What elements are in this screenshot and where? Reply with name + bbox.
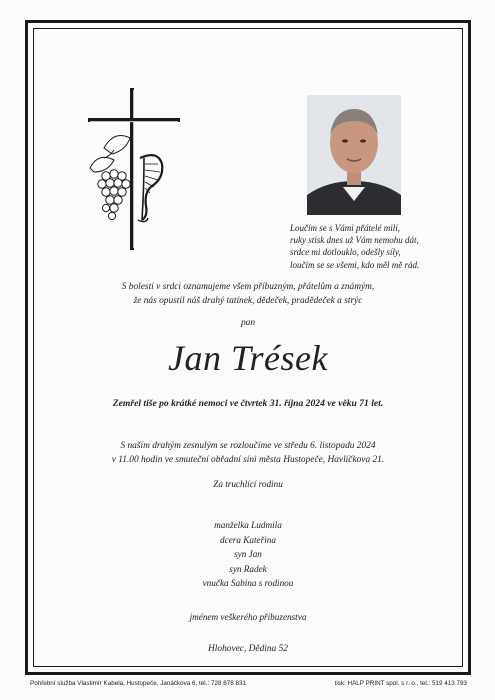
cross-grapes-harp-icon [84, 88, 184, 253]
deceased-name: Jan Trések [168, 338, 328, 378]
honorific: pan [240, 318, 256, 328]
verse-line: ruky stisk dnes už Vám nemohu dát, [290, 235, 419, 246]
verse-line: loučím se se všemi, kdo měl mě rád. [290, 259, 420, 270]
address-line: Hlohovec, Dědina 52 [208, 644, 288, 654]
intro-line: S bolestí v srdci oznamujeme všem příbuzným, přátelům a známým, [121, 282, 375, 292]
mourner-item: dcera Kateřina [220, 534, 276, 545]
verse-line: srdce mi dotlouklo, odešly síly, [290, 247, 401, 258]
death-notice: Zemřel tiše po krátké nemoci ve čtvrtek 31. října 2024 ve věku 71 let. [112, 398, 384, 409]
deceased-portrait-photo [307, 95, 401, 215]
funeral-details [33, 439, 463, 467]
verse-line: Loučím se s Vámi přátelé milí, [290, 223, 400, 233]
announcement-intro [33, 280, 463, 308]
relatives-line: jménem veškerého příbuzenstva [189, 612, 307, 622]
intro-line: že nás opustil náš drahý tatínek, dědeček, pradědeček a strýc [133, 296, 363, 306]
mourner-item: syn Jan [234, 549, 262, 559]
mourner-item: vnučka Sabina s rodinou [202, 578, 294, 588]
print-credit: tisk: HALP PRINT spol. s r. o., tel.: 519 413 793 [334, 680, 467, 687]
funeral-line: v 11.00 hodin ve smuteční obřadní síni města Hustopeče, Havlíčkova 21. [111, 455, 385, 465]
farewell-verse [290, 222, 465, 271]
mourner-item: manželka Ludmila [214, 520, 282, 530]
funeral-line: S naším drahým zesnulým se rozloučíme ve středu 6. listopadu 2024 [120, 441, 376, 451]
mourners-list [33, 518, 463, 591]
funeral-service-credit: Pohřební služba Vlastimír Kabela, Hustopeče, Janáčkova 6, tel.: 728 678 831 [30, 680, 246, 687]
family-label: Za truchlící rodinu [213, 479, 283, 489]
mourner-item: syn Radek [229, 563, 267, 574]
